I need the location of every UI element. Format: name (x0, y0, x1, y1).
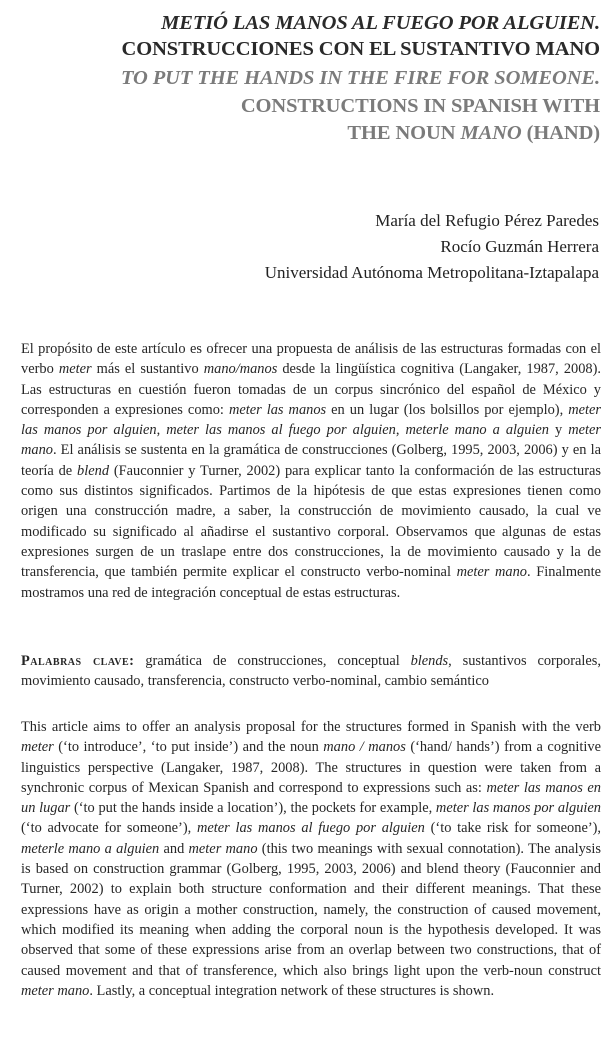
abstract-english (21, 717, 601, 1001)
title-es-line-1: METIÓ LAS MANOS AL FUEGO POR ALGUIEN. (161, 12, 600, 34)
text-run: más el sustantivo (91, 361, 204, 378)
keywords-paragraph (21, 651, 601, 692)
title-es-line-2: CONSTRUCCIONES CON EL SUSTANTIVO MANO (121, 38, 600, 60)
italic-run: meter (58, 361, 92, 378)
title-en-line-3: THE NOUN MANO (HAND) (347, 122, 600, 144)
text-run: . El análisis se sustenta en la gramática de construcciones (Golberg, 1995, 2003, 2006) y en la teoría de (21, 442, 601, 479)
italic-run: meter mano (188, 840, 258, 857)
abstract-english-paragraph (21, 717, 601, 1001)
text-run: (‘hand/ hands’) from a cognitive linguistics perspective (Langaker, 1987, 2008). The structures in question were taken from a synchronic corpus of Mexican Spanish and correspond to expressions such as: (21, 739, 601, 796)
italic-run: meter mano (21, 422, 602, 459)
italic-run: meter mano (21, 982, 90, 999)
text-run: gramática de construcciones, conceptual (134, 653, 411, 669)
abstract-spanish-paragraph (21, 339, 601, 603)
italic-run: meterle mano a alguien (21, 840, 160, 857)
text-run: (‘to advocate for someone’), (21, 820, 197, 837)
italic-run: meterle mano a alguien (405, 422, 549, 439)
italic-run: meter las manos por alguien (435, 800, 601, 817)
italic-run: mano/manos (203, 361, 278, 378)
italic-run: meter las manos en un lugar (21, 779, 601, 817)
abstract-spanish (21, 339, 601, 603)
keywords (21, 651, 601, 692)
italic-run: blend (77, 462, 110, 479)
title-en-line-1: TO PUT THE HANDS IN THE FIRE FOR SOMEONE. (120, 67, 600, 89)
text-run: y (549, 422, 569, 439)
text-run: El propósito de este artículo es ofrecer una propuesta de análisis de las estructuras formadas con el verbo (21, 341, 601, 378)
text-run: desde la lingüística cognitiva (Langaker, 1987, 2008). Las estructuras en cuestión fueron tomadas de un corpus sincrónico del español de México y corresponden a expresiones como: (21, 361, 601, 418)
author-block (265, 208, 599, 286)
italic-run: meter (21, 739, 54, 756)
italic-run: blends (410, 653, 449, 669)
text-run: (‘to put the hands inside a location’), the pockets for example, (70, 800, 436, 817)
keywords-label: Palabras clave: (21, 653, 135, 669)
title-block (20, 10, 600, 148)
text-run: and (159, 840, 189, 857)
text-run: . Finalmente mostramos una red de integración conceptual de estas estructuras. (21, 564, 601, 601)
italic-run: mano / manos (323, 739, 406, 756)
text-run: . Lastly, a conceptual integration network of these structures is shown. (89, 982, 495, 999)
text-run: , sustantivos corporales, movimiento causado, transferencia, constructo verbo-nominal, cambio semántico (21, 653, 601, 690)
text-run: en un lugar (los bolsillos por ejemplo), (326, 401, 569, 418)
italic-run: meter las manos al fuego por alguien (196, 820, 425, 837)
title-en-line-2: CONSTRUCTIONS IN SPANISH WITH (240, 94, 600, 117)
author-2: Rocío Guzmán Herrera (440, 237, 599, 256)
italic-run: meter las manos (228, 401, 327, 418)
author-1: María del Refugio Pérez Paredes (375, 211, 599, 230)
text-run: , (156, 422, 167, 439)
italic-run: meter las manos al fuego por alguien (166, 422, 396, 439)
text-run: (‘to introduce’, ‘to put inside’) and the noun (53, 739, 324, 756)
text-run: (Fauconnier y Turner, 2002) para explicar tanto la conformación de las estructuras como sus distintos significados. Partimos de la hipótesis de que estas expresiones tienen como origen una construcción madre, a saber, la construcción de movimiento causado, la cual ve modificado su significado al añadirse el sustantivo corporal. Observamos que algunas de estas expresiones surgen de un traslape entre dos construcciones, la de movimiento causado y la de transferencia, que también permite explicar el constructo verbo-nominal (21, 462, 601, 581)
italic-run: meter las manos por alguien (21, 401, 601, 439)
text-run: This article aims to offer an analysis proposal for the structures formed in Spanish with the verb (21, 719, 601, 735)
affiliation: Universidad Autónoma Metropolitana-Iztapalapa (264, 263, 599, 282)
text-run: (this two meanings with sexual connotation). The analysis is based on construction grammar (Golberg, 1995, 2003, 2006) and blend theory (Fauconnier and Turner, 2002) to explain both structure conformation and their different meanings. That these expressions have as origin a mother construction, namely, the construction of caused movement, which modified its meaning when adding the corporal noun is the hypothesis developed. It was observed that some of these expressions arise from an overlap between two constructions, that of caused movement and that of transference, which also brings light upon the verb-noun construct (21, 840, 601, 979)
italic-run: meter mano (456, 564, 527, 581)
text-run: (‘to take risk for someone’), (424, 820, 602, 837)
text-run: , (395, 422, 406, 439)
